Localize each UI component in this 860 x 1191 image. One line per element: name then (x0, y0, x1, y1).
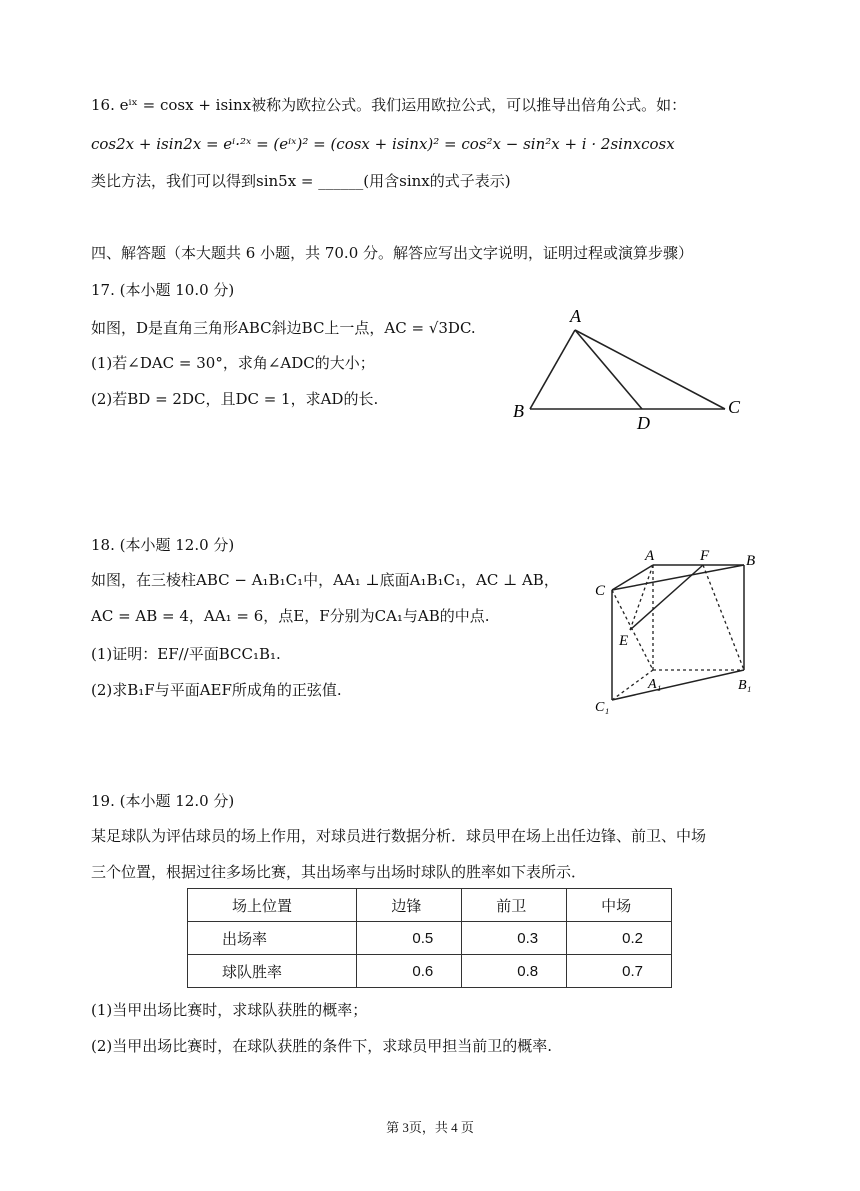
q18-label-a: A (645, 548, 655, 564)
q18-header: 18. (本小题 12.0 分) (91, 536, 235, 554)
q18-line-2: AC = AB = 4，AA₁ = 6，点E，F分别为CA₁与AB的中点. (91, 607, 490, 625)
table-header-row (188, 889, 672, 922)
q18-label-a1: A₁ (648, 677, 662, 692)
table-cell: 0.8 (462, 955, 567, 988)
q18-label-e: E (619, 633, 629, 649)
q18-label-b1: B₁ (738, 678, 752, 693)
table-cell: 0.5 (357, 922, 462, 955)
q17-label-a: A (570, 306, 581, 326)
table-row (188, 955, 672, 988)
q18-prism-figure (590, 545, 775, 720)
q19-line-4: (2)当甲出场比赛时，在球队获胜的条件下，求球员甲担当前卫的概率. (91, 1037, 553, 1055)
q17-label-d: D (637, 413, 650, 433)
q17-line-3: (2)若BD = 2DC，且DC = 1，求AD的长. (91, 390, 379, 408)
q18-label-b: B (746, 553, 756, 569)
page-footer: 第 3页，共 4 页 (386, 1120, 474, 1135)
table-row (188, 922, 672, 955)
q19-line-2: 三个位置，根据过往多场比赛，其出场率与出场时球队的胜率如下表所示． (91, 863, 587, 881)
q19-line-3: (1)当甲出场比赛时，求球队获胜的概率； (91, 1001, 368, 1019)
table-cell: 0.3 (462, 922, 567, 955)
table-cell: 0.6 (357, 955, 462, 988)
q17-triangle-figure (505, 305, 765, 435)
table-header-cell: 场上位置 (188, 889, 357, 922)
q17-header: 17. (本小题 10.0 分) (91, 281, 235, 299)
q17-line-1: 如图，D是直角三角形ABC斜边BC上一点，AC = √3DC. (91, 319, 476, 337)
q16-line-3: 类比方法，我们可以得到sin5x = ______(用含sinx的式子表示) (91, 172, 511, 190)
q19-line-1: 某足球队为评估球员的场上作用，对球员进行数据分析．球员甲在场上出任边锋、前卫、中场 (91, 827, 707, 845)
table-header-cell: 中场 (567, 889, 672, 922)
table-cell: 0.2 (567, 922, 672, 955)
q18-label-c1: C₁ (595, 700, 610, 715)
table-row-label: 球队胜率 (188, 955, 357, 988)
q18-line-4: (2)求B₁F与平面AEF所成角的正弦值. (91, 681, 342, 699)
stats-table (187, 888, 672, 988)
q16-line-2: cos2x + isin2x = eⁱ·²ˣ = (eⁱˣ)² = (cosx + isinx)² = cos²x − sin²x + i · 2sinxcosx (91, 135, 675, 153)
section-heading: 四、解答题（本大题共 6 小题，共 70.0 分。解答应写出文字说明，证明过程或演算步骤） (91, 244, 694, 262)
q18-label-c: C (595, 583, 606, 599)
q16-line-1: 16. eⁱˣ = cosx + isinx被称为欧拉公式。我们运用欧拉公式，可以推导出倍角公式。如： (91, 96, 687, 114)
q17-label-b: B (513, 401, 524, 421)
table-header-cell: 边锋 (357, 889, 462, 922)
q18-line-3: (1)证明：EF//平面BCC₁B₁. (91, 645, 281, 663)
q19-header: 19. (本小题 12.0 分) (91, 792, 235, 810)
q17-label-c: C (728, 397, 741, 417)
q17-line-2: (1)若∠DAC = 30°，求角∠ADC的大小； (91, 354, 375, 372)
table-header-cell: 前卫 (462, 889, 567, 922)
q18-line-1: 如图，在三棱柱ABC − A₁B₁C₁中，AA₁ ⊥底面A₁B₁C₁，AC ⊥ AB， (91, 571, 559, 589)
q18-label-f: F (700, 548, 710, 564)
table-row-label: 出场率 (188, 922, 357, 955)
table-cell: 0.7 (567, 955, 672, 988)
